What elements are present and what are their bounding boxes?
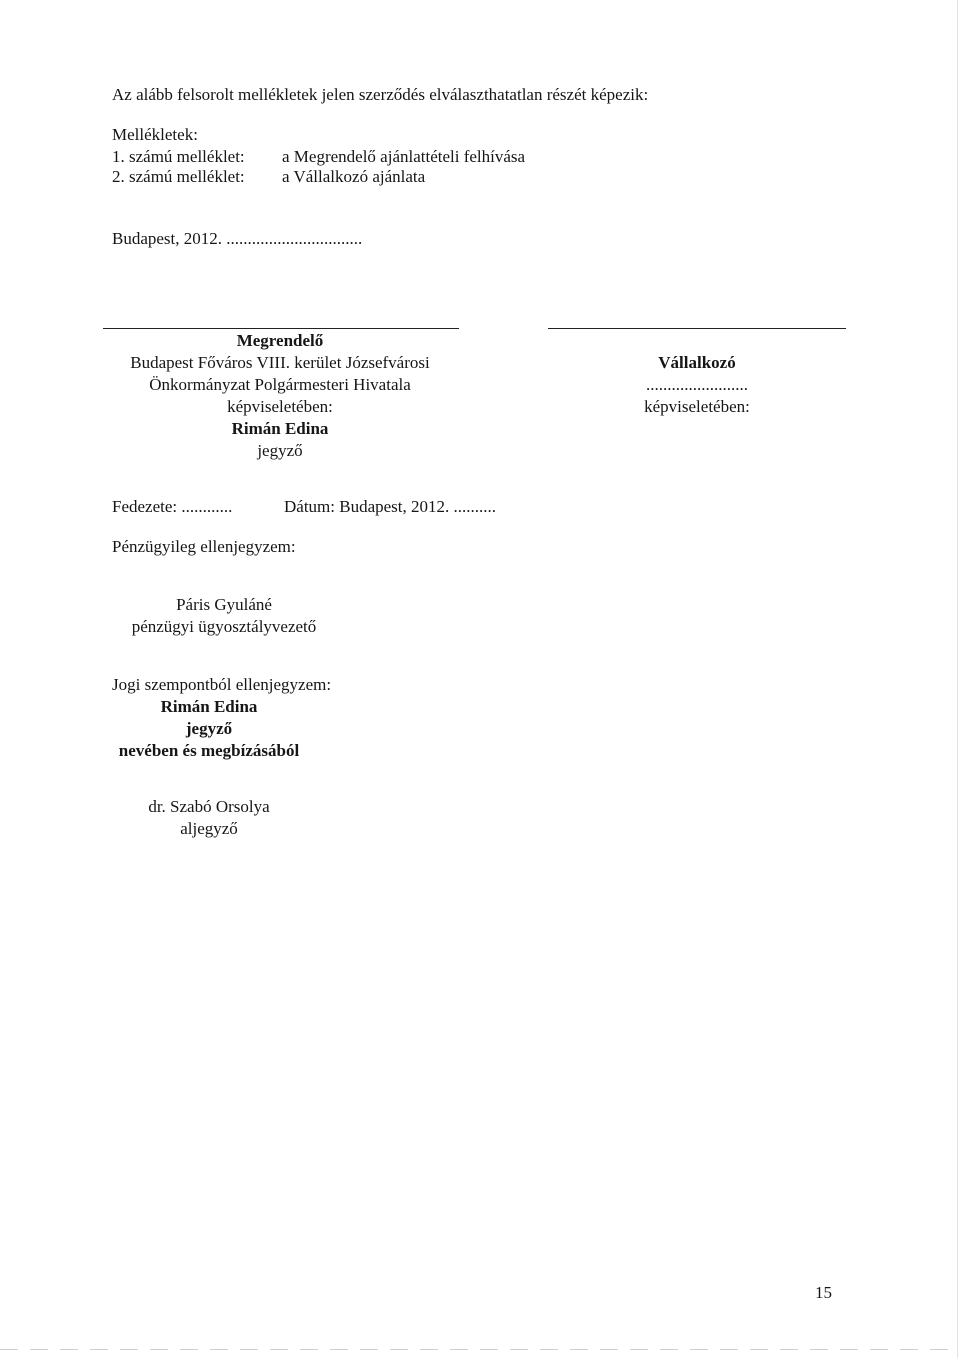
contractor-title: Vállalkozó bbox=[658, 353, 736, 372]
place-date: Budapest, 2012. ................................ bbox=[112, 229, 363, 248]
contractor-block bbox=[548, 352, 846, 418]
client-line-2: Önkormányzat Polgármesteri Hivatala bbox=[149, 375, 411, 394]
intro-text: Az alább felsorolt mellékletek jelen szerződés elválaszthatatlan részét képezik: bbox=[112, 85, 649, 104]
client-representative-name: Rimán Edina bbox=[231, 419, 329, 438]
page-number: 15 bbox=[815, 1283, 832, 1302]
financial-heading: Pénzügyileg ellenjegyzem: bbox=[112, 537, 296, 556]
funding-label: Fedezete: ............ bbox=[112, 497, 233, 516]
client-title: Megrendelő bbox=[236, 331, 324, 350]
legal-on-behalf: nevében és megbízásából bbox=[118, 741, 300, 760]
attachment-1-value: a Megrendelő ajánlattételi felhívása bbox=[282, 147, 526, 166]
financial-signer-name: Páris Gyuláné bbox=[176, 595, 272, 614]
legal-heading: Jogi szempontból ellenjegyzem: bbox=[112, 675, 332, 694]
scan-edge-right bbox=[957, 0, 958, 1358]
legal-role: jegyző bbox=[185, 719, 233, 738]
attachment-1-label: 1. számú melléklet: bbox=[112, 147, 245, 166]
attachments-heading: Mellékletek: bbox=[112, 125, 198, 144]
contractor-representative-label: képviseletében: bbox=[644, 397, 750, 416]
client-representative-role: jegyző bbox=[257, 441, 303, 460]
contractor-dots: ........................ bbox=[646, 375, 748, 394]
funding-date: Dátum: Budapest, 2012. .......... bbox=[284, 497, 497, 516]
financial-signer-role: pénzügyi ügyosztályvezető bbox=[131, 617, 317, 636]
client-signature-line bbox=[103, 328, 459, 329]
legal-signer-role: aljegyző bbox=[180, 819, 238, 838]
legal-signer-block bbox=[112, 796, 306, 840]
client-representative-label: képviseletében: bbox=[227, 397, 333, 416]
client-block bbox=[100, 330, 460, 462]
legal-name: Rimán Edina bbox=[160, 697, 258, 716]
scan-edge-bottom bbox=[0, 1349, 960, 1350]
financial-signer-block bbox=[100, 594, 348, 638]
attachment-2-value: a Vállalkozó ajánlata bbox=[282, 167, 426, 186]
legal-signer-name: dr. Szabó Orsolya bbox=[148, 797, 270, 816]
attachment-2-label: 2. számú melléklet: bbox=[112, 167, 245, 186]
contractor-signature-line bbox=[548, 328, 846, 329]
client-line-1: Budapest Főváros VIII. kerület Józsefvárosi bbox=[130, 353, 430, 372]
legal-block bbox=[112, 696, 306, 762]
